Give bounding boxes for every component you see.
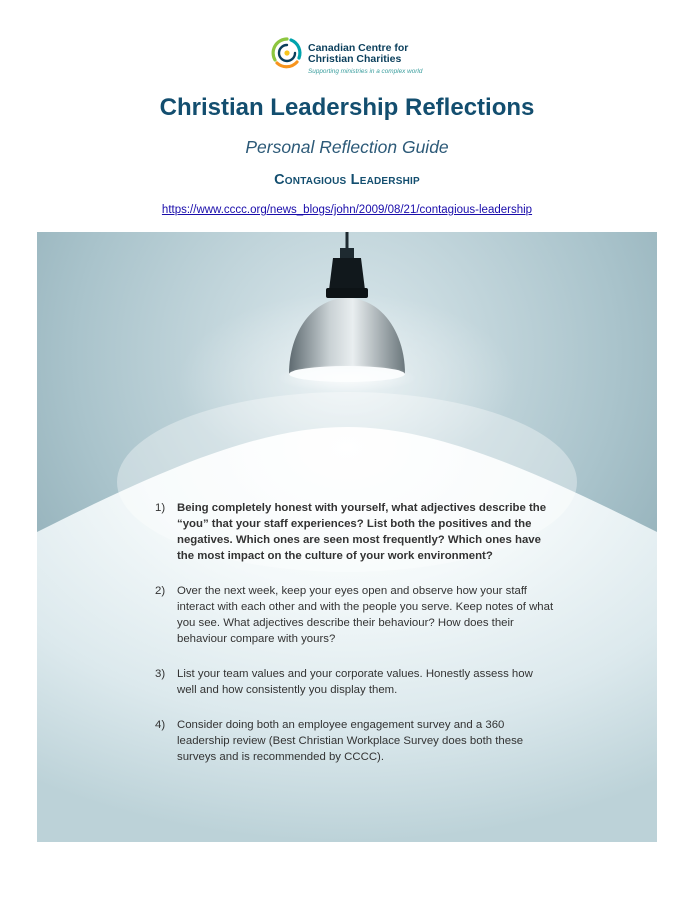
question-text: Consider doing both an employee engagement survey and a 360 leadership review (Best Christian Workplace Survey does both these surveys and is recommended by CCCC).: [177, 719, 524, 763]
page-title: Christian Leadership Reflections: [159, 94, 535, 121]
article-url-link[interactable]: https://www.cccc.org/news_blogs/john/2009/08/21/contagious-leadership: [161, 204, 533, 216]
question-text: Over the next week, keep your eyes open and observe how your staff interact with each other and with the people you serve. Keep notes of what you see. What adjectives describe their behaviour? How does their behaviour compare with yours?: [177, 585, 554, 645]
logo-line-2: Christian Charities: [308, 53, 402, 65]
question-number: 1): [155, 502, 166, 514]
list-item: [155, 500, 555, 564]
logo-line-1: Canadian Centre for: [308, 42, 409, 54]
page-subtitle: Personal Reflection Guide: [245, 137, 449, 157]
question-number: 4): [155, 719, 166, 731]
question-number: 3): [155, 668, 166, 680]
cccc-logo: [270, 34, 440, 80]
question-text: Being completely honest with yourself, what adjectives describe the “you” that your staff experiences? List both the positives and the negatives. Which ones are seen most frequently? Which ones have the most impact on the culture of your work environment?: [177, 502, 547, 562]
list-item: [155, 666, 555, 698]
question-number: 2): [155, 585, 166, 597]
list-item: [155, 583, 555, 647]
logo-tagline: Supporting ministries in a complex world: [308, 68, 423, 75]
section-heading: Contagious Leadership: [274, 172, 420, 188]
question-text: List your team values and your corporate values. Honestly assess how well and how consistently you display them.: [177, 668, 533, 696]
cccc-logo-icon: [270, 36, 304, 70]
logo-wordmark: [308, 43, 408, 65]
reflection-questions-list: [155, 500, 555, 784]
list-item: [155, 717, 555, 765]
